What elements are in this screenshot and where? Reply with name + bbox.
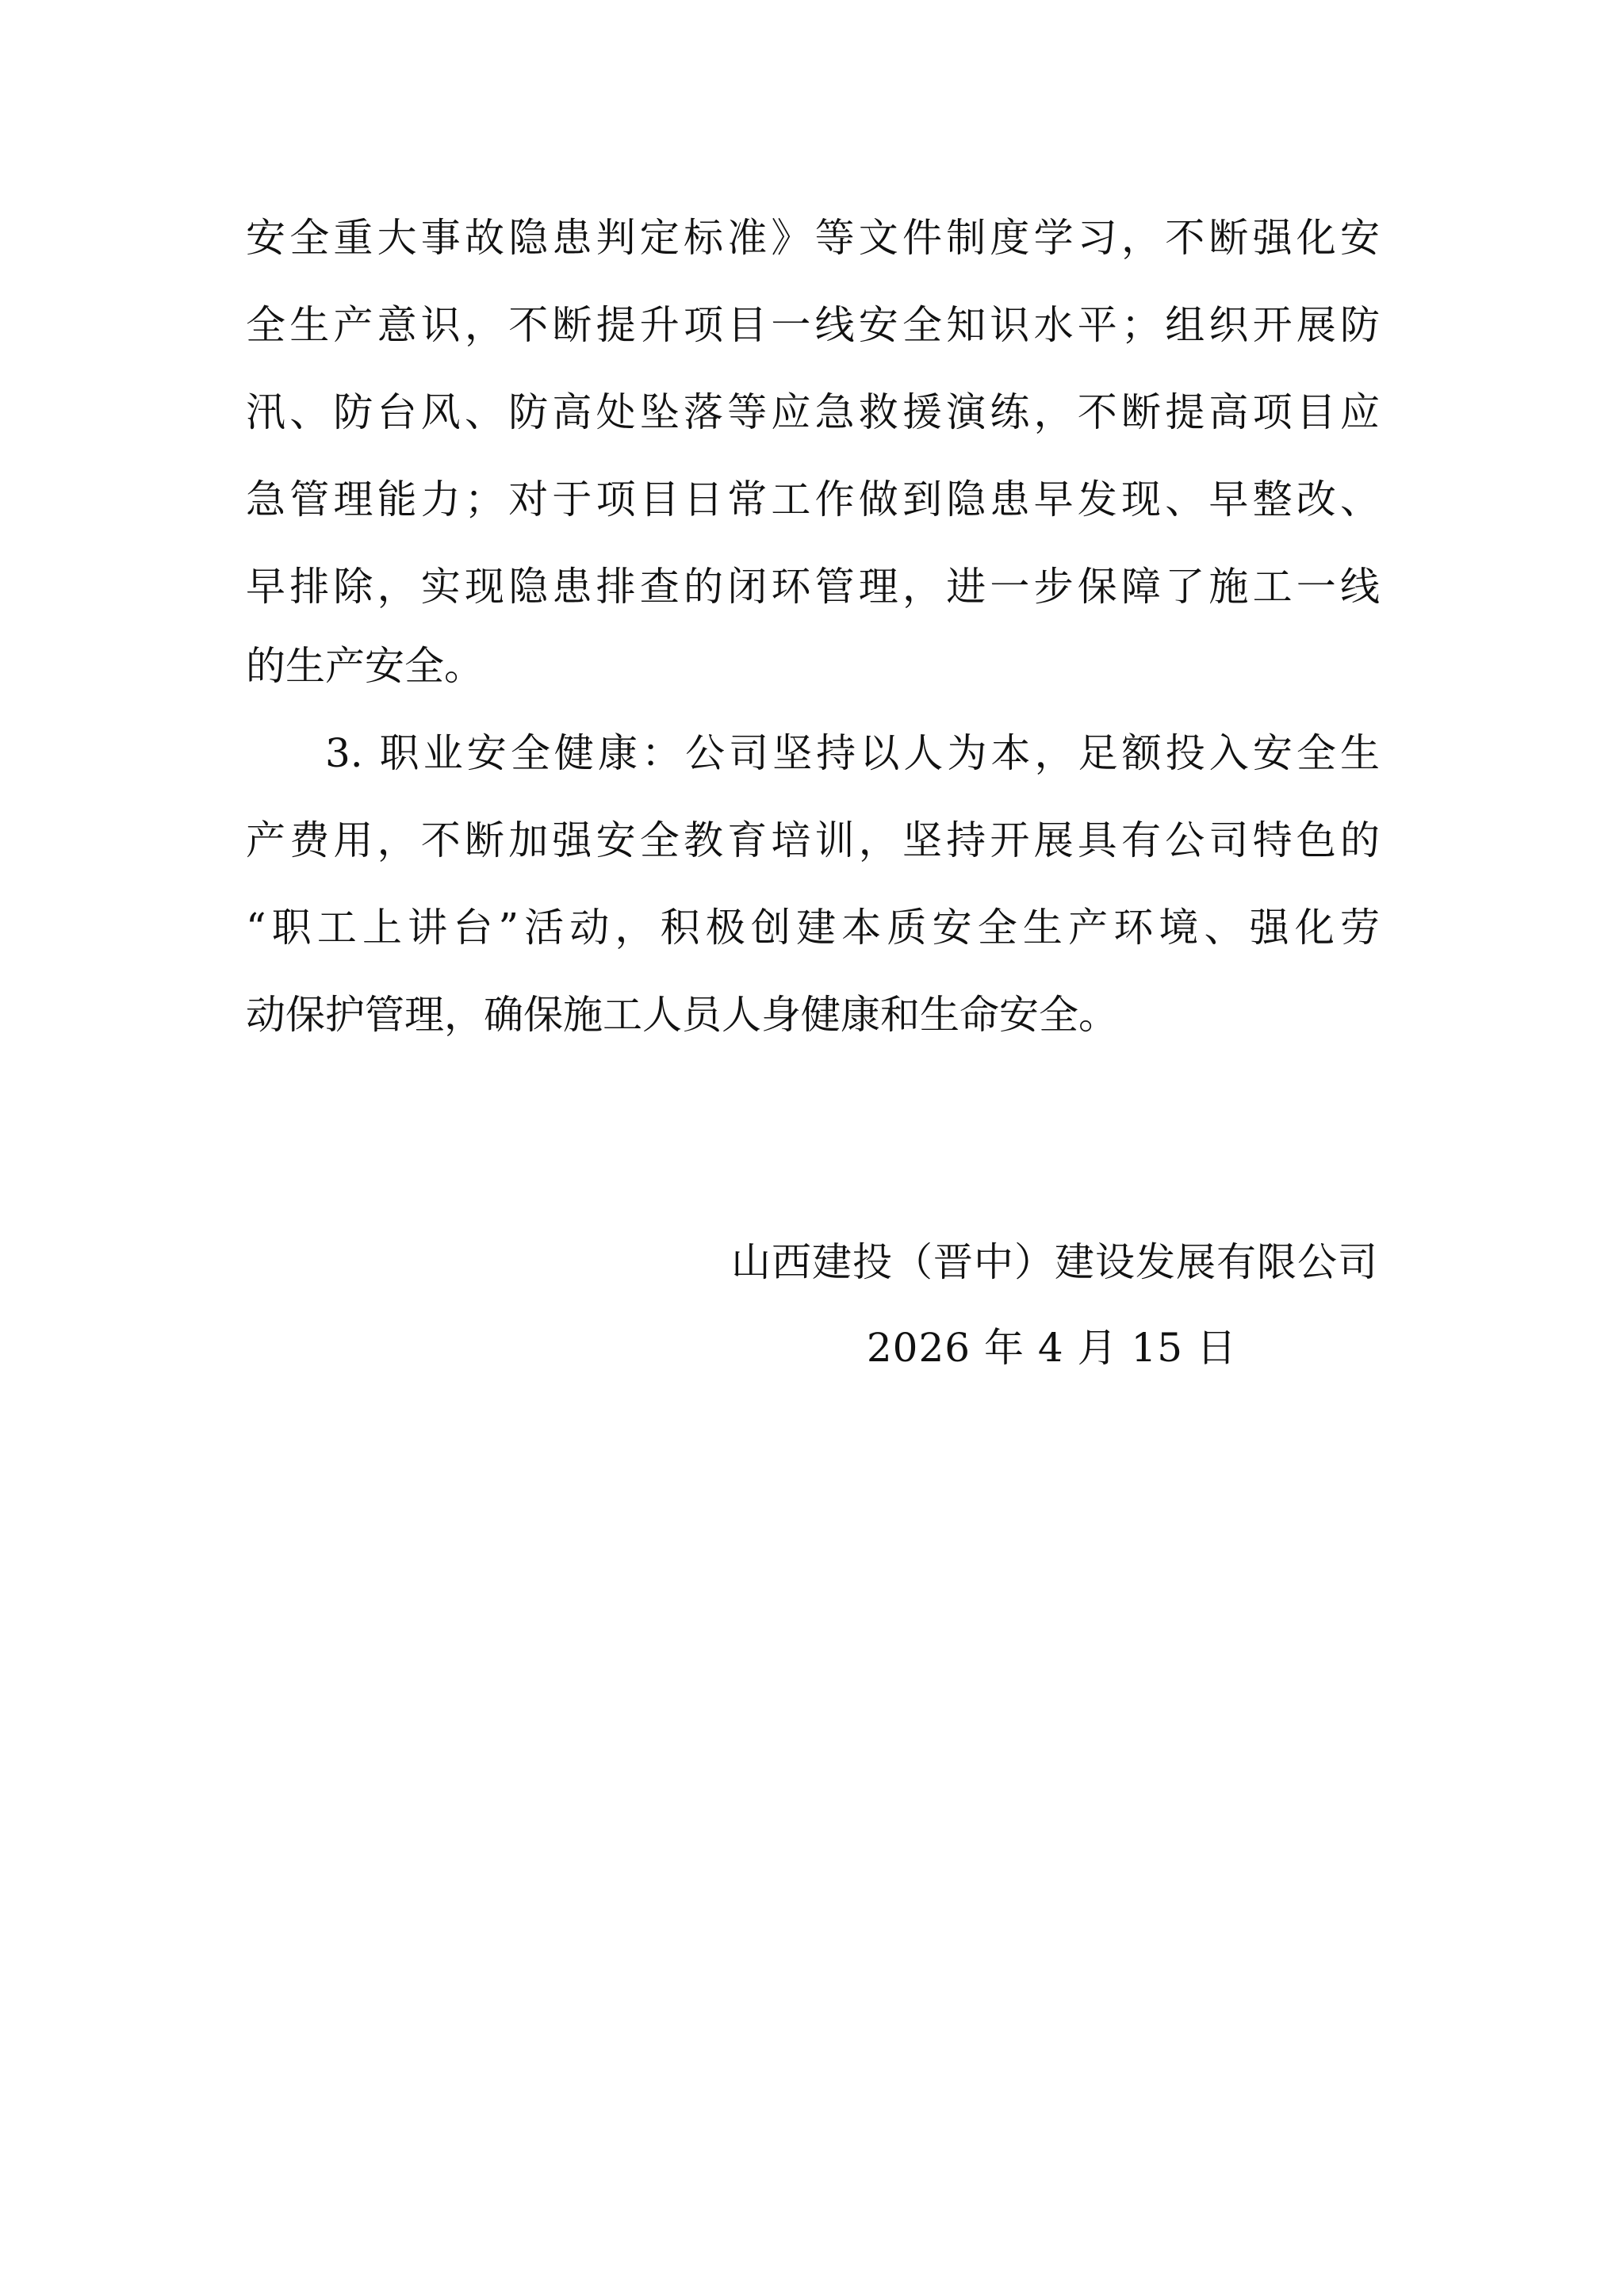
signature-company: 山西建投（晋中）建设发展有限公司 bbox=[731, 1239, 1378, 1285]
paragraph-line-4: 急管理能力；对于项目日常工作做到隐患早发现、早整改、 bbox=[246, 476, 1380, 522]
paragraph-line-1: 安全重大事故隐患判定标准》等文件制度学习，不断强化安 bbox=[246, 215, 1380, 261]
paragraph-line-6: 的生产安全。 bbox=[246, 643, 484, 689]
paragraph-3-line-2: 产费用，不断加强安全教育培训，坚持开展具有公司特色的 bbox=[246, 817, 1380, 863]
signature-date: 2026 年 4 月 15 日 bbox=[866, 1325, 1237, 1371]
paragraph-3-line-3: “职工上讲台”活动，积极创建本质安全生产环境、强化劳 bbox=[246, 905, 1380, 951]
paragraph-3-line-4: 动保护管理，确保施工人员人身健康和生命安全。 bbox=[246, 992, 1118, 1038]
paragraph-line-2: 全生产意识，不断提升项目一线安全知识水平；组织开展防 bbox=[246, 302, 1380, 348]
paragraph-line-5: 早排除，实现隐患排查的闭环管理，进一步保障了施工一线 bbox=[246, 564, 1380, 610]
paragraph-3-line-1: 3. 职业安全健康：公司坚持以人为本，足额投入安全生 bbox=[325, 730, 1380, 776]
paragraph-line-3: 汛、防台风、防高处坠落等应急救援演练，不断提高项目应 bbox=[246, 389, 1380, 435]
